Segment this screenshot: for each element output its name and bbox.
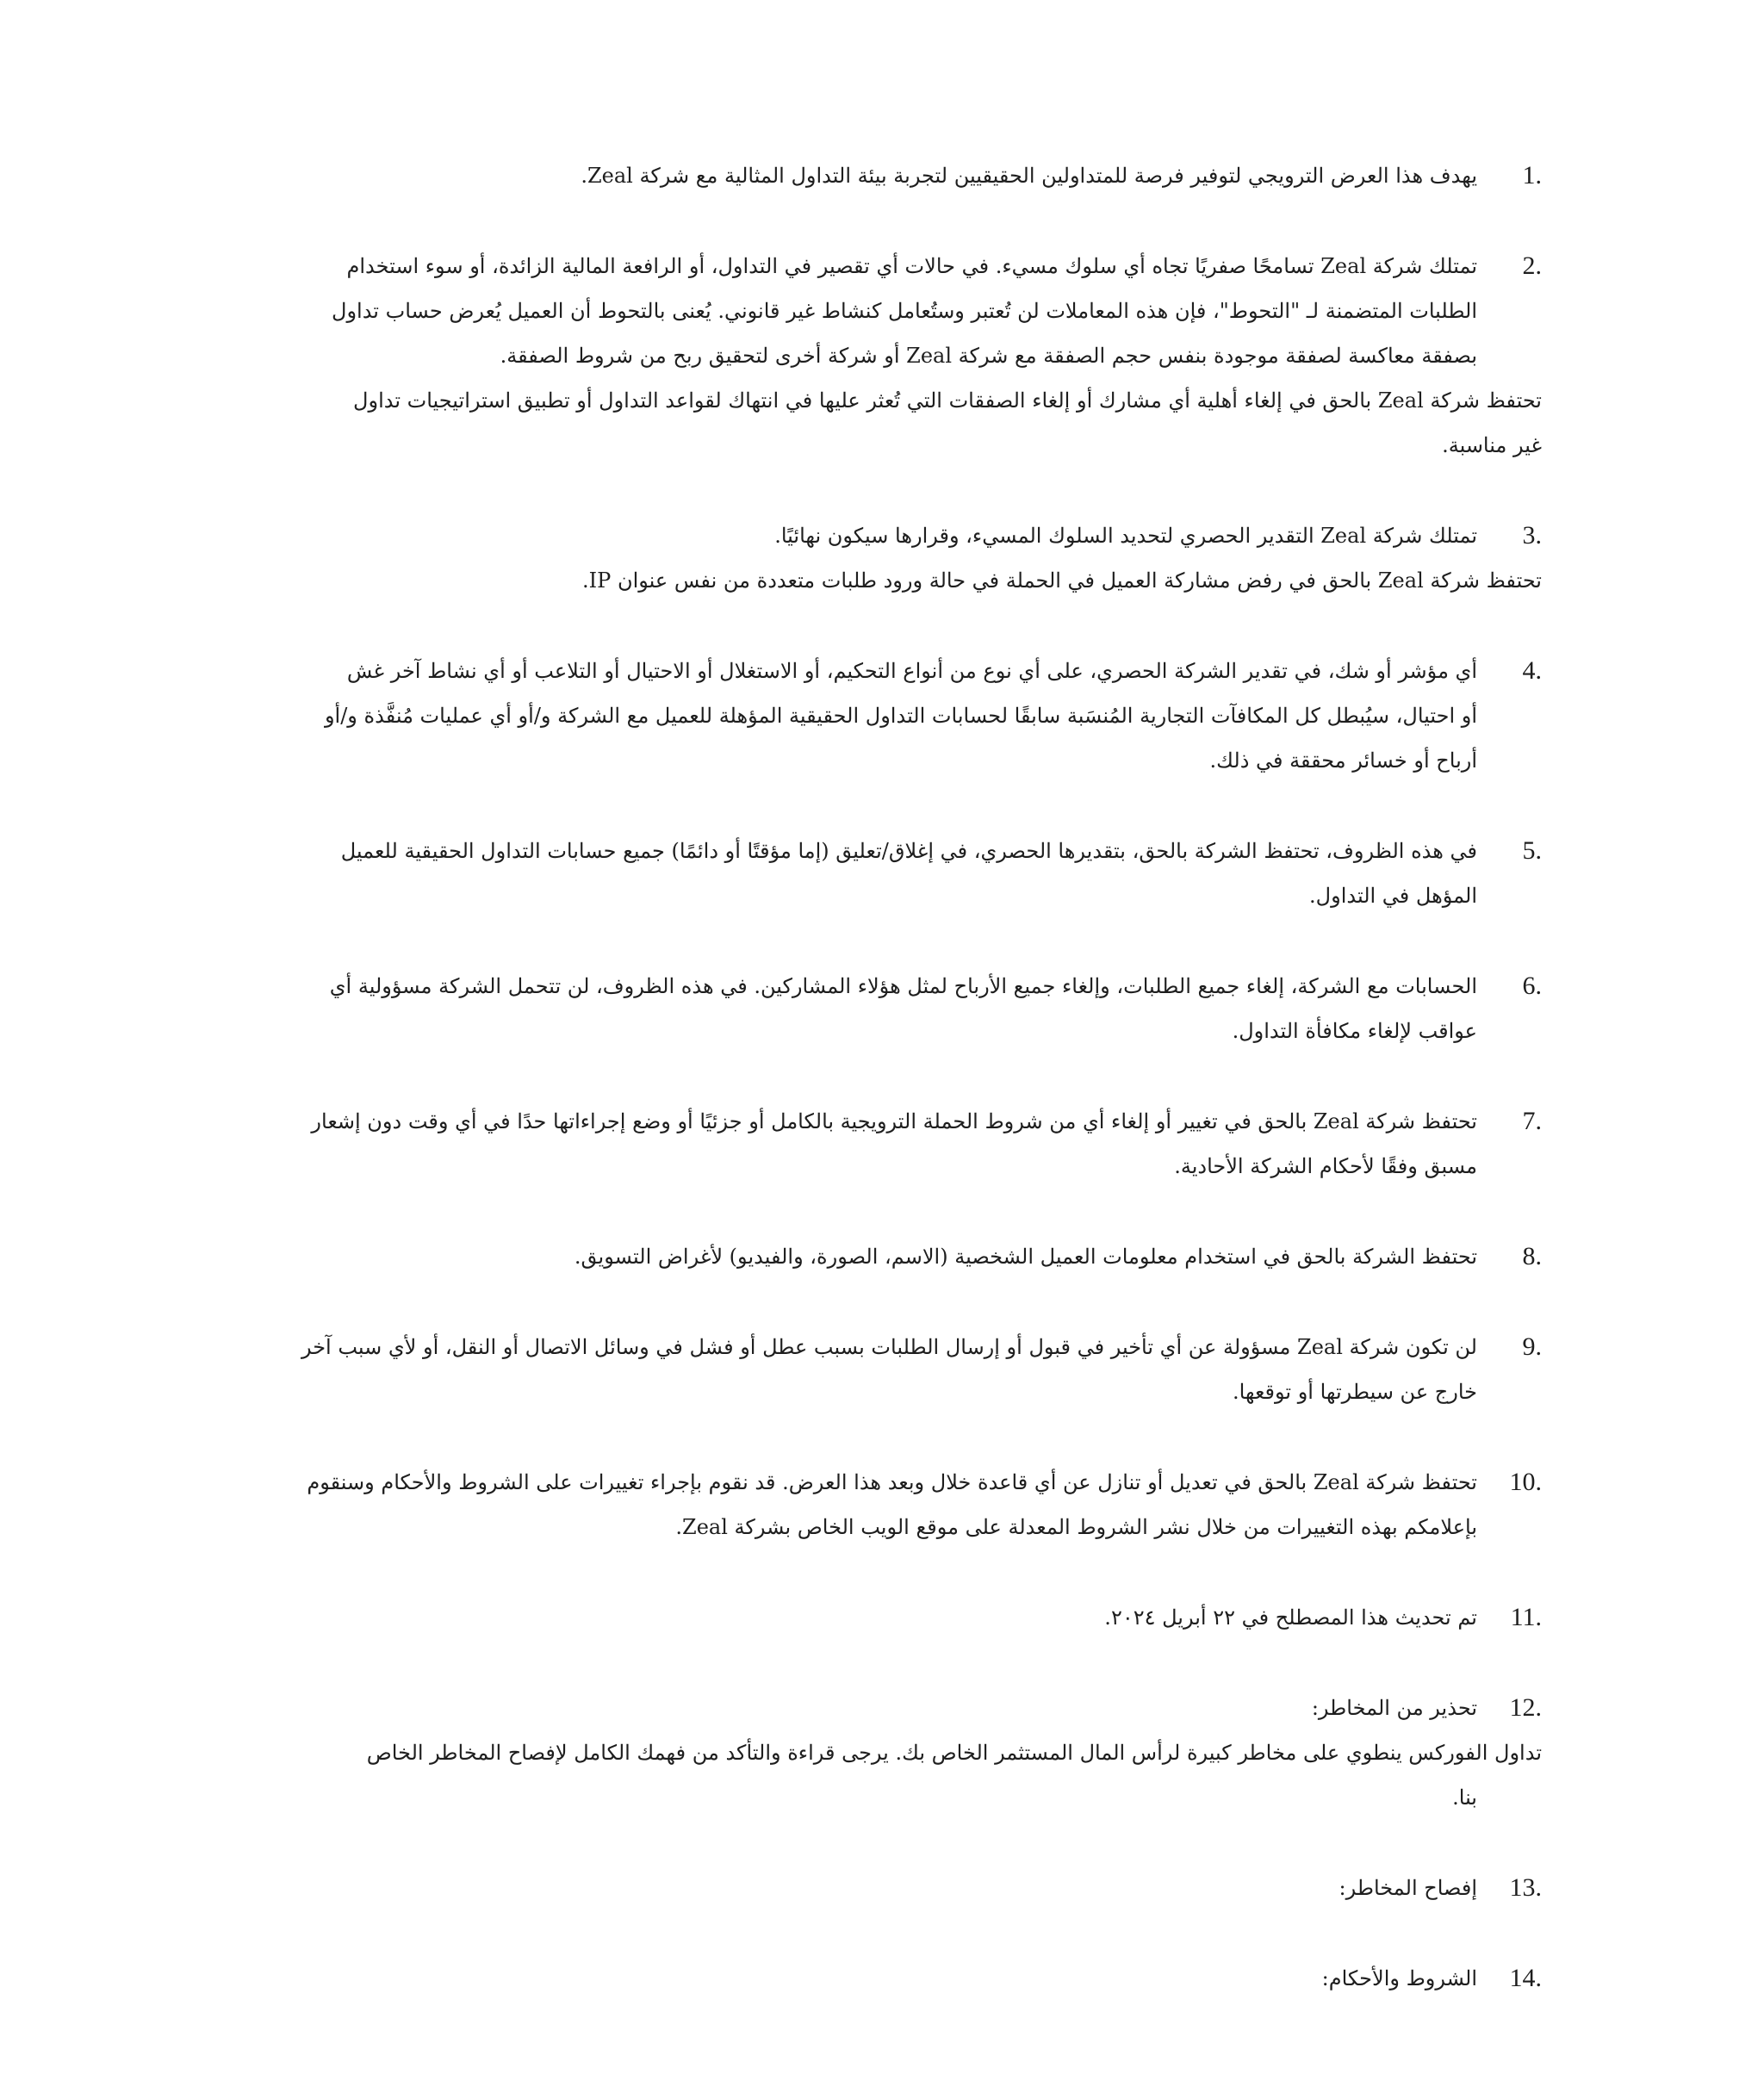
- terms-item: [284, 649, 1542, 783]
- item-text-line: في هذه الظروف، تحتفظ الشركة بالحق، بتقديرها الحصري، في إغلاق/تعليق (إما مؤقتًا أو دائمًا) جميع حسابات التداول الحقيقية للعميل: [340, 839, 1477, 863]
- item-number: 7.: [1522, 1107, 1542, 1135]
- item-number: 9.: [1522, 1332, 1542, 1361]
- terms-item: [284, 829, 1542, 918]
- terms-item: [284, 244, 1542, 468]
- item-number: 10.: [1509, 1468, 1542, 1496]
- item-text-line: أي مؤشر أو شك، في تقدير الشركة الحصري، على أي نوع من أنواع التحكيم، أو الاستغلال أو الاحتيال أو التلاعب أو أي نشاط آخر غش: [346, 659, 1477, 683]
- item-text-line: بصفقة معاكسة لصفقة موجودة بنفس حجم الصفقة مع شركة Zeal أو شركة أخرى لتحقيق ربح من شروط الصفقة.: [500, 344, 1477, 368]
- item-number: 12.: [1509, 1693, 1542, 1722]
- item-text-line: تحتفظ الشركة بالحق في استخدام معلومات العميل الشخصية (الاسم، الصورة، والفيديو) لأغراض التسويق.: [574, 1245, 1477, 1269]
- terms-item: [284, 1460, 1542, 1549]
- item-text-line: تم تحديث هذا المصطلح في ٢٢ أبريل ٢٠٢٤.: [1104, 1605, 1477, 1630]
- item-text-line: المؤهل في التداول.: [1309, 884, 1477, 908]
- item-text-line: خارج عن سيطرتها أو توقعها.: [1232, 1380, 1477, 1404]
- item-number: 13.: [1509, 1873, 1542, 1902]
- terms-item: [284, 1325, 1542, 1414]
- item-number: 5.: [1522, 836, 1542, 865]
- item-text-line-continued: غير مناسبة.: [1442, 433, 1542, 457]
- item-text-line: بإعلامكم بهذه التغييرات من خلال نشر الشروط المعدلة على موقع الويب الخاص بشركة Zeal.: [675, 1515, 1477, 1539]
- item-text-line-continued: بنا.: [1452, 1785, 1477, 1810]
- item-text-line: أو احتيال، سيُبطل كل المكافآت التجارية المُنسَبة سابقًا لحسابات التداول الحقيقية المؤهلة للعميل مع الشركة و/أو أي عمليات مُنفَّذة و/أو: [324, 704, 1477, 728]
- item-text-line: تحتفظ شركة Zeal بالحق في تعديل أو تنازل عن أي قاعدة خلال وبعد هذا العرض. قد نقوم بإجراء تغييرات على الشروط والأحكام وسنقوم: [307, 1470, 1477, 1494]
- item-number: 4.: [1522, 656, 1542, 685]
- item-number: 8.: [1522, 1242, 1542, 1270]
- terms-item: [284, 513, 1542, 603]
- item-text-line-continued: تداول الفوركس ينطوي على مخاطر كبيرة لرأس المال المستثمر الخاص بك. يرجى قراءة والتأكد من فهمك الكامل لإفصاح المخاطر الخاص: [366, 1741, 1542, 1765]
- terms-item: [284, 1866, 1542, 1910]
- terms-item: [284, 964, 1542, 1053]
- item-text-line-continued: تحتفظ شركة Zeal بالحق في رفض مشاركة العميل في الحملة في حالة ورود طلبات متعددة من نفس عنوان IP.: [582, 568, 1542, 593]
- item-number: 11.: [1510, 1603, 1542, 1631]
- item-text-line: تمتلك شركة Zeal تسامحًا صفريًا تجاه أي سلوك مسيء. في حالات أي تقصير في التداول، أو الرافعة المالية الزائدة، أو سوء استخدام: [346, 254, 1477, 278]
- item-text-line: تحذير من المخاطر:: [1311, 1696, 1477, 1720]
- item-text-line: لن تكون شركة Zeal مسؤولة عن أي تأخير في قبول أو إرسال الطلبات بسبب عطل أو فشل في وسائل الاتصال أو النقل، أو لأي سبب آخر: [301, 1335, 1477, 1359]
- item-text-line: تمتلك شركة Zeal التقدير الحصري لتحديد السلوك المسيء، وقرارها سيكون نهائيًا.: [774, 524, 1477, 548]
- terms-item: [284, 1234, 1542, 1279]
- terms-item: [284, 1686, 1542, 1820]
- item-text-line: يهدف هذا العرض الترويجي لتوفير فرصة للمتداولين الحقيقيين لتجربة بيئة التداول المثالية مع شركة Zeal.: [581, 164, 1477, 188]
- terms-item: [284, 1099, 1542, 1189]
- item-number: 14.: [1509, 1964, 1542, 1992]
- item-text-line: مسبق وفقًا لأحكام الشركة الأحادية.: [1174, 1154, 1477, 1178]
- item-text-line: تحتفظ شركة Zeal بالحق في تغيير أو إلغاء أي من شروط الحملة الترويجية بالكامل أو جزئيًا أو وضع إجراءاتها حدًا في أي وقت دون إشعار: [311, 1109, 1477, 1133]
- item-text-line: عواقب لإلغاء مكافأة التداول.: [1232, 1019, 1477, 1043]
- terms-item: [284, 1956, 1542, 2001]
- item-text-line: الطلبات المتضمنة لـ "التحوط"، فإن هذه المعاملات لن تُعتبر وستُعامل كنشاط غير قانوني. يُعنى بالتحوط أن العميل يُعرض حساب تداول: [332, 299, 1477, 323]
- terms-list: [284, 153, 1542, 2046]
- item-number: 3.: [1522, 521, 1542, 550]
- item-text-line: الحسابات مع الشركة، إلغاء جميع الطلبات، وإلغاء جميع الأرباح لمثل هؤلاء المشاركين. في هذه الظروف، لن تتحمل الشركة مسؤولية أي: [329, 974, 1477, 998]
- terms-item: [284, 153, 1542, 198]
- item-number: 6.: [1522, 972, 1542, 1000]
- item-number: 1.: [1522, 161, 1542, 189]
- item-text-line: الشروط والأحكام:: [1321, 1966, 1477, 1990]
- terms-item: [284, 1595, 1542, 1640]
- item-text-line: أرباح أو خسائر محققة في ذلك.: [1209, 748, 1477, 773]
- item-text-line-continued: تحتفظ شركة Zeal بالحق في إلغاء أهلية أي مشارك أو إلغاء الصفقات التي تُعثر عليها في انتهاك لقواعد التداول أو تطبيق استراتيجيات تداول: [353, 388, 1542, 413]
- item-number: 2.: [1522, 252, 1542, 280]
- item-text-line: إفصاح المخاطر:: [1339, 1876, 1477, 1900]
